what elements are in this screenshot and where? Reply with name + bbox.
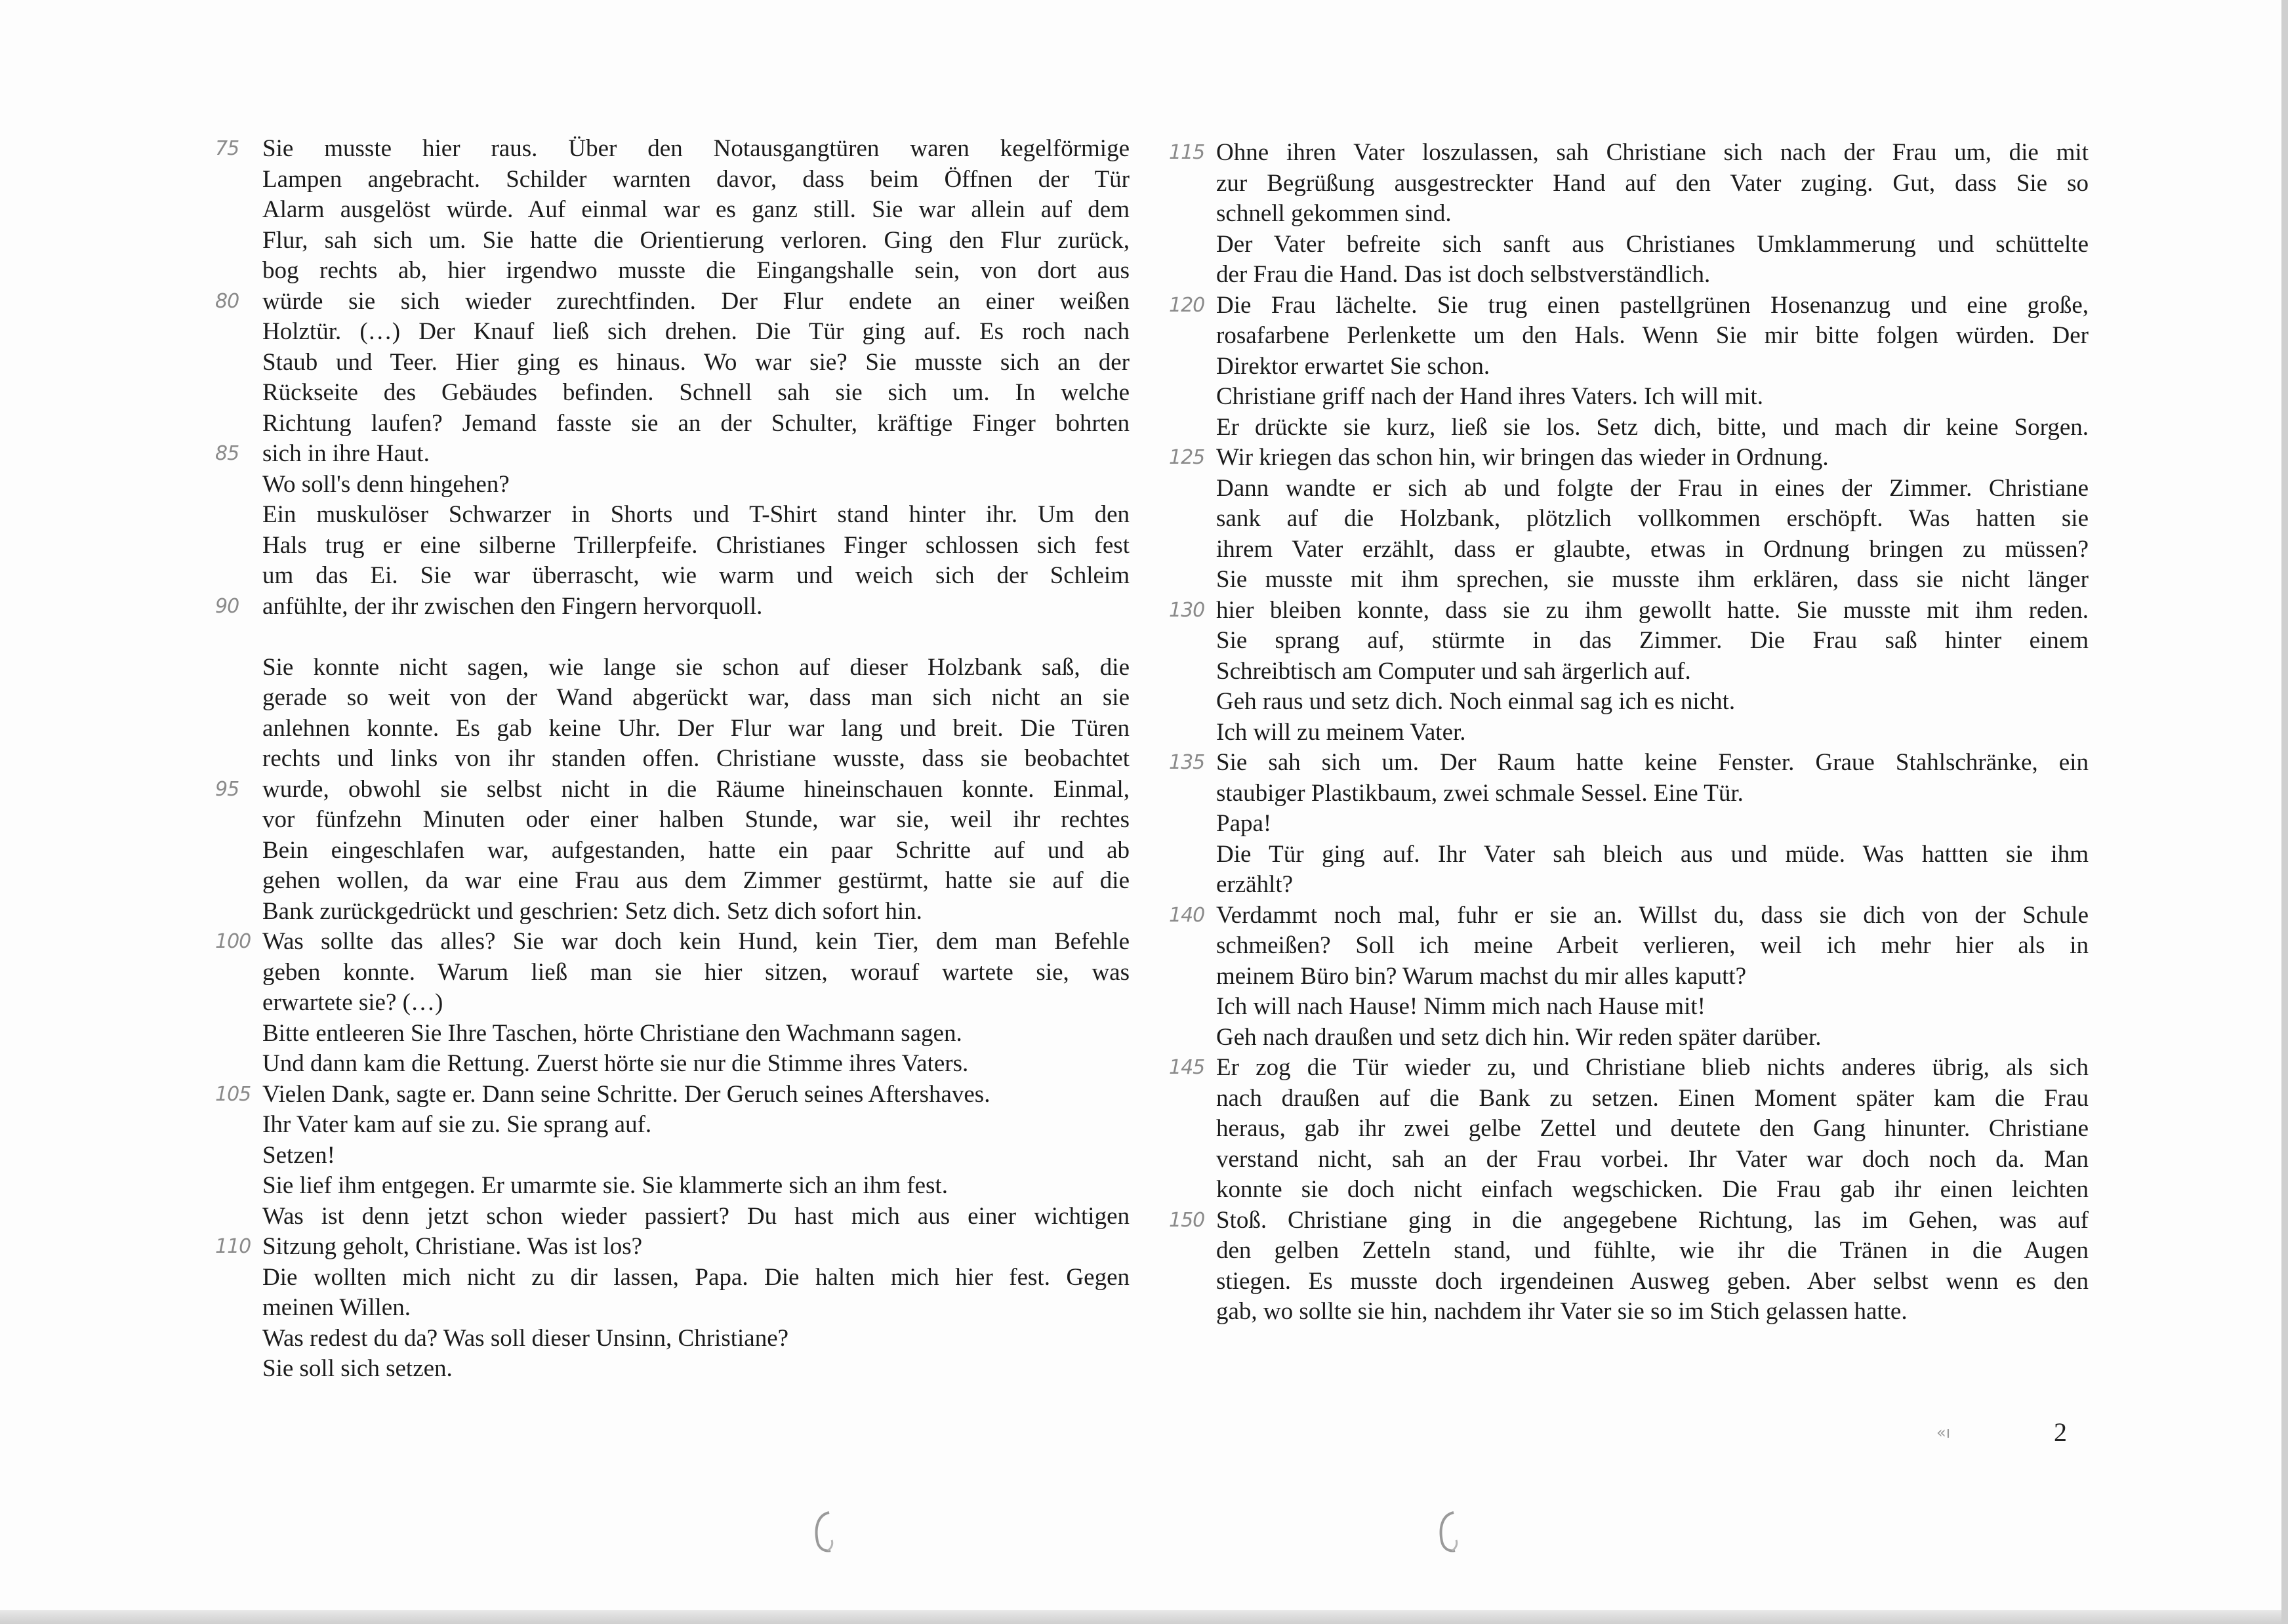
margin-line-number: 105 [215, 1082, 251, 1106]
margin-line-number: 140 [1169, 903, 1205, 927]
text-line [262, 1354, 1130, 1385]
line-text: Sie musste hier raus. Über den Notausgangtüren waren kegelförmige [262, 135, 1130, 162]
text-line [1216, 260, 2089, 291]
line-text: sich in ihre Haut. [262, 440, 430, 467]
line-text: erwartete sie? (…) [262, 989, 443, 1016]
line-text: Hals trug er eine silberne Trillerpfeife. Christianes Finger schlossen sich fest [262, 531, 1130, 559]
punch-hole-left-icon [812, 1509, 836, 1554]
text-line [1216, 321, 2089, 352]
text-line [262, 531, 1130, 561]
line-text: hier bleiben konnte, dass sie zu ihm gewollt hatte. Sie musste mit ihm reden. [1216, 596, 2089, 624]
text-line [262, 988, 1130, 1019]
line-text: Die Frau lächelte. Sie trug einen pastellgrünen Hosenanzug und eine große, [1216, 291, 2089, 319]
line-text: Geh raus und setz dich. Noch einmal sag ich es nicht. [1216, 688, 1736, 715]
line-text: Sie sah sich um. Der Raum hatte keine Fenster. Graue Stahlschränke, ein [1216, 749, 2089, 776]
text-line [1216, 962, 2089, 992]
line-text: Wo soll's denn hingehen? [262, 470, 510, 498]
text-line [262, 653, 1130, 683]
text-line [1216, 382, 2089, 413]
text-line [262, 348, 1130, 378]
line-text: bog rechts ab, hier irgendwo musste die Eingangshalle sein, von dort aus [262, 257, 1130, 284]
text-line [1216, 718, 2089, 748]
line-text: Bitte entleeren Sie Ihre Taschen, hörte Christiane den Wachmann sagen. [262, 1019, 962, 1047]
margin-line-number: 90 [215, 594, 239, 618]
line-text: anlehnen konnte. Es gab keine Uhr. Der Flur war lang und breit. Die Türen [262, 714, 1130, 742]
text-line [1216, 626, 2089, 657]
right-text-column [1169, 138, 2089, 1328]
text-line [1216, 169, 2089, 199]
line-text: zur Begrüßung ausgestreckter Hand auf den Vater zuging. Gut, dass Sie so [1216, 169, 2089, 197]
text-line [1216, 809, 2089, 840]
text-line [262, 378, 1130, 409]
scanner-right-edge [2281, 0, 2288, 1624]
text-line [1169, 443, 2089, 474]
paragraph-gap [262, 622, 1130, 653]
line-text: Was ist denn jetzt schon wieder passiert? Du hast mich aus einer wichtigen [262, 1202, 1130, 1230]
text-line [1169, 748, 2089, 779]
line-text: Vielen Dank, sagte er. Dann seine Schritte. Der Geruch seines Aftershaves. [262, 1080, 991, 1108]
text-line [1216, 1236, 2089, 1267]
text-line [262, 866, 1130, 897]
margin-line-number: 120 [1169, 293, 1205, 317]
margin-line-number: 75 [215, 137, 239, 160]
text-line [1216, 199, 2089, 230]
line-text: meinem Büro bin? Warum machst du mir alles kaputt? [1216, 962, 1747, 990]
line-text: verstand nicht, sah an der Frau vorbei. Ihr Vater war doch noch da. Man [1216, 1145, 2089, 1173]
text-line [1216, 1145, 2089, 1175]
line-text: Papa! [1216, 810, 1272, 837]
text-line [262, 714, 1130, 744]
text-line [262, 1171, 1130, 1202]
text-line [1216, 474, 2089, 504]
text-line [215, 1080, 1130, 1110]
line-text: Die Tür ging auf. Ihr Vater sah bleich aus und müde. Was hattten sie ihm [1216, 840, 2089, 868]
line-text: Sie konnte nicht sagen, wie lange sie schon auf dieser Holzbank saß, die [262, 653, 1130, 681]
page-smudge: «ı [1936, 1423, 1951, 1442]
text-line [1216, 1114, 2089, 1145]
text-line [1216, 687, 2089, 718]
margin-line-number: 150 [1169, 1208, 1205, 1232]
line-text: Holztür. (…) Der Knauf ließ sich drehen. Die Tür ging auf. Es roch nach [262, 318, 1130, 345]
line-text: der Frau die Hand. Das ist doch selbstverständlich. [1216, 261, 1711, 288]
text-line [1216, 1267, 2089, 1297]
text-line [1216, 1297, 2089, 1328]
line-text: Christiane griff nach der Hand ihres Vaters. Ich will mit. [1216, 383, 1763, 410]
text-line [215, 287, 1130, 317]
text-line [262, 1141, 1130, 1171]
text-line [262, 409, 1130, 439]
line-text: meinen Willen. [262, 1294, 411, 1321]
line-text: Wir kriegen das schon hin, wir bringen das wieder in Ordnung. [1216, 444, 1829, 471]
line-text: Ein muskulöser Schwarzer in Shorts und T-Shirt stand hinter ihr. Um den [262, 501, 1130, 528]
left-text-column [215, 134, 1130, 1385]
text-line [262, 470, 1130, 500]
text-line [1216, 870, 2089, 901]
line-text: ihrem Vater erzählt, dass er glaubte, etwas in Ordnung bringen zu müssen? [1216, 535, 2089, 563]
line-text: Lampen angebracht. Schilder warnten davor, dass beim Öffnen der Tür [262, 165, 1130, 193]
text-line [1216, 1023, 2089, 1053]
text-line [262, 561, 1130, 592]
line-text: sank auf die Holzbank, plötzlich vollkommen erschöpft. Was hatten sie [1216, 505, 2089, 532]
bleed-through-mark [617, 58, 735, 84]
line-text: gehen wollen, da war eine Frau aus dem Zimmer gestürmt, hatte sie auf die [262, 867, 1130, 894]
text-line [1169, 138, 2089, 169]
text-line [1216, 1175, 2089, 1206]
line-text: schnell gekommen sind. [1216, 200, 1452, 227]
text-line [215, 592, 1130, 622]
line-text: Alarm ausgelöst würde. Auf einmal war es ganz still. Sie war allein auf dem [262, 196, 1130, 223]
page-number: 2 [2054, 1417, 2067, 1447]
margin-line-number: 125 [1169, 446, 1205, 469]
line-text: Geh nach draußen und setz dich hin. Wir reden später darüber. [1216, 1023, 1822, 1051]
line-text: Ihr Vater kam auf sie zu. Sie sprang auf. [262, 1111, 652, 1138]
line-text: Was redest du da? Was soll dieser Unsinn, Christiane? [262, 1324, 789, 1352]
text-line [1216, 230, 2089, 260]
line-text: Richtung laufen? Jemand fasste sie an der Schulter, kräftige Finger bohrten [262, 409, 1130, 437]
line-text: heraus, gab ihr zwei gelbe Zettel und deutete den Gang hinunter. Christiane [1216, 1115, 2089, 1142]
line-text: um das Ei. Sie war überrascht, wie warm und weich sich der Schleim [262, 562, 1130, 589]
text-line [262, 836, 1130, 866]
line-text: stiegen. Es musste doch irgendeinen Ausweg geben. Aber selbst wenn es den [1216, 1267, 2089, 1295]
text-line [262, 1110, 1130, 1141]
line-text: schmeißen? Soll ich meine Arbeit verlieren, weil ich mehr hier als in [1216, 932, 2089, 959]
line-text: Sie musste mit ihm sprechen, sie musste ihm erklären, dass sie nicht länger [1216, 566, 2089, 593]
line-text: Verdammt noch mal, fuhr er sie an. Willst du, dass sie dich von der Schule [1216, 901, 2089, 929]
text-line [262, 744, 1130, 775]
text-line [1169, 1206, 2089, 1236]
line-text: nach draußen auf die Bank zu setzen. Einen Moment später kam die Frau [1216, 1084, 2089, 1112]
text-line [215, 134, 1130, 165]
line-text: Stoß. Christiane ging in die angegebene Richtung, las im Gehen, was auf [1216, 1206, 2089, 1234]
line-text: Der Vater befreite sich sanft aus Christianes Umklammerung und schüttelte [1216, 230, 2089, 258]
text-line [1216, 1084, 2089, 1114]
line-text: Flur, sah sich um. Sie hatte die Orientierung verloren. Ging den Flur zurück, [262, 226, 1130, 254]
line-text: den gelben Zetteln stand, und fühlte, wie ihr die Tränen in die Augen [1216, 1237, 2089, 1264]
text-line [262, 1263, 1130, 1293]
line-text: Ohne ihren Vater loszulassen, sah Christiane sich nach der Frau um, die mit [1216, 139, 2089, 166]
text-line [262, 683, 1130, 714]
text-line [1216, 657, 2089, 687]
text-line [262, 1049, 1130, 1080]
line-text: Ich will zu meinem Vater. [1216, 718, 1466, 746]
text-line [262, 195, 1130, 226]
line-text: Schreibtisch am Computer und sah ärgerlich auf. [1216, 657, 1691, 685]
margin-line-number: 95 [215, 777, 239, 801]
line-text: Staub und Teer. Hier ging es hinaus. Wo war sie? Sie musste sich an der [262, 348, 1130, 376]
line-text: erzählt? [1216, 871, 1294, 898]
text-line [215, 927, 1130, 958]
line-text: Sie sprang auf, stürmte in das Zimmer. Die Frau saß hinter einem [1216, 627, 2089, 654]
line-text: staubiger Plastikbaum, zwei schmale Sessel. Eine Tür. [1216, 779, 1744, 807]
margin-line-number: 100 [215, 930, 251, 953]
text-line [1216, 931, 2089, 962]
margin-line-number: 110 [215, 1235, 251, 1258]
line-text: konnte sie doch nicht einfach wegschicken. Die Frau gab ihr einen leichten [1216, 1176, 2089, 1203]
text-line [215, 1232, 1130, 1263]
line-text: Sie lief ihm entgegen. Er umarmte sie. Sie klammerte sich an ihm fest. [262, 1172, 948, 1199]
line-text: vor fünfzehn Minuten oder einer halben Stunde, war sie, weil ihr rechtes [262, 806, 1130, 833]
scanner-bottom-edge [0, 1610, 2288, 1624]
line-text: Bank zurückgedrückt und geschrien: Setz dich. Setz dich sofort hin. [262, 897, 922, 925]
text-line [1169, 596, 2089, 626]
text-line [1216, 840, 2089, 870]
text-line [262, 500, 1130, 531]
text-line [215, 439, 1130, 470]
line-text: Setzen! [262, 1141, 335, 1169]
margin-line-number: 115 [1169, 141, 1205, 164]
punch-hole-right-icon [1437, 1509, 1460, 1554]
text-line [1216, 565, 2089, 596]
text-line [262, 1293, 1130, 1324]
line-text: Dann wandte er sich ab und folgte der Frau in eines der Zimmer. Christiane [1216, 474, 2089, 502]
line-text: Und dann kam die Rettung. Zuerst hörte sie nur die Stimme ihres Vaters. [262, 1050, 969, 1077]
line-text: geben konnte. Warum ließ man sie hier sitzen, worauf wartete sie, was [262, 958, 1130, 986]
line-text: Sie soll sich setzen. [262, 1355, 453, 1382]
text-line [1169, 1053, 2089, 1084]
margin-line-number: 145 [1169, 1056, 1205, 1079]
line-text: Er drückte sie kurz, ließ sie los. Setz dich, bitte, und mach dir keine Sorgen. [1216, 413, 2089, 441]
margin-line-number: 135 [1169, 751, 1205, 774]
margin-line-number: 130 [1169, 598, 1205, 622]
text-line [1216, 535, 2089, 565]
line-text: wurde, obwohl sie selbst nicht in die Räume hineinschauen konnte. Einmal, [262, 775, 1130, 803]
line-text: rosafarbene Perlenkette um den Hals. Wenn Sie mir bitte folgen würden. Der [1216, 322, 2089, 349]
text-line [262, 165, 1130, 195]
text-line [1216, 992, 2089, 1023]
line-text: Er zog die Tür wieder zu, und Christiane blieb nichts anderes übrig, als sich [1216, 1054, 2089, 1081]
text-line [215, 775, 1130, 805]
margin-line-number: 80 [215, 289, 239, 313]
line-text: Ich will nach Hause! Nimm mich nach Hause mit! [1216, 993, 1706, 1020]
line-text: Rückseite des Gebäudes befinden. Schnell sah sie sich um. In welche [262, 379, 1130, 406]
text-line [1169, 291, 2089, 321]
text-line [262, 958, 1130, 988]
line-text: Bein eingeschlafen war, aufgestanden, hatte ein paar Schritte auf und ab [262, 836, 1130, 864]
line-text: Was sollte das alles? Sie war doch kein Hund, kein Tier, dem man Befehle [262, 928, 1130, 955]
text-line [262, 897, 1130, 927]
line-text: Sitzung geholt, Christiane. Was ist los? [262, 1233, 643, 1260]
text-line [262, 805, 1130, 836]
text-line [262, 1324, 1130, 1354]
text-line [262, 317, 1130, 348]
text-line [1216, 779, 2089, 809]
line-text: rechts und links von ihr standen offen. Christiane wusste, dass sie beobachtet [262, 745, 1130, 772]
line-text: würde sie sich wieder zurechtfinden. Der Flur endete an einer weißen [262, 287, 1130, 315]
text-line [1216, 504, 2089, 535]
text-line [1169, 901, 2089, 931]
line-text: Direktor erwartet Sie schon. [1216, 352, 1490, 380]
text-line [262, 1019, 1130, 1049]
line-text: gab, wo sollte sie hin, nachdem ihr Vater sie so im Stich gelassen hatte. [1216, 1298, 1908, 1325]
line-text: anfühlte, der ihr zwischen den Fingern hervorquoll. [262, 592, 763, 620]
line-text: Die wollten mich nicht zu dir lassen, Papa. Die halten mich hier fest. Gegen [262, 1263, 1130, 1291]
line-text: gerade so weit von der Wand abgerückt war, dass man sich nicht an sie [262, 684, 1130, 711]
text-line [1216, 352, 2089, 382]
text-line [262, 256, 1130, 287]
text-line [1216, 413, 2089, 443]
text-line [262, 1202, 1130, 1232]
text-line [262, 226, 1130, 256]
margin-line-number: 85 [215, 442, 239, 465]
